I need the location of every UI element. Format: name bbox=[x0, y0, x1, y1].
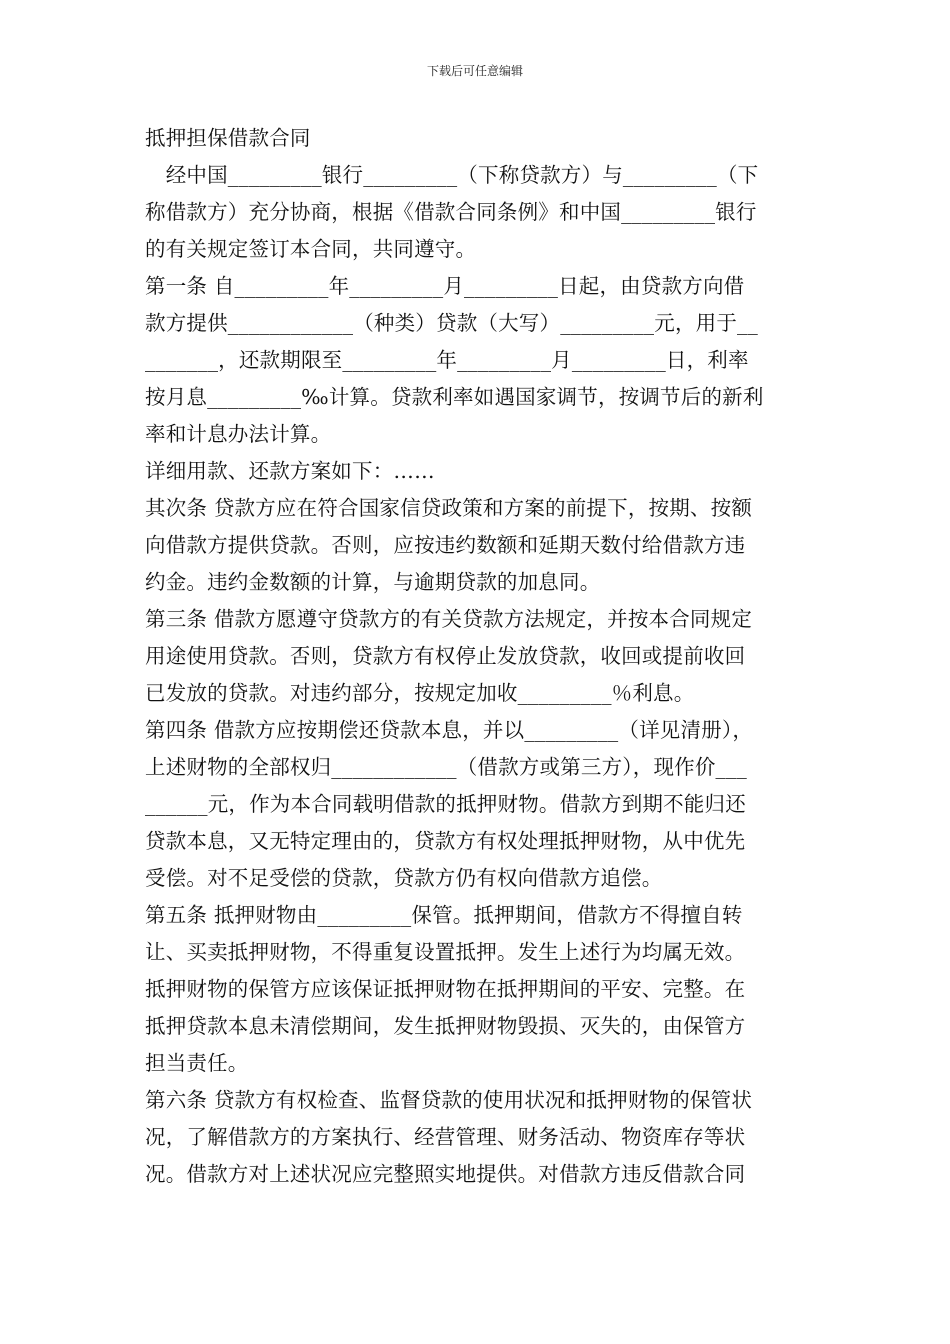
text-line: 的有关规定签订本合同，共同遵守。 bbox=[145, 237, 477, 261]
document-title: 抵押担保借款合同 bbox=[145, 126, 311, 150]
article-6-line: 第六条 贷款方有权检查、监督贷款的使用状况和抵押财物的保管状 bbox=[145, 1088, 753, 1112]
text-line: 况，了解借款方的方案执行、经营管理、财务活动、物资库存等状 bbox=[145, 1125, 746, 1149]
article-2-line: 其次条 贷款方应在符合国家信贷政策和方案的前提下，按期、按额 bbox=[145, 496, 753, 520]
text-line: 约金。违约金数额的计算，与逾期贷款的加息同。 bbox=[145, 570, 601, 594]
text-line: 让、买卖抵押财物，不得重复设置抵押。发生上述行为均属无效。 bbox=[145, 940, 746, 964]
text-line: _______，还款期限至_________年_________月_________日，利率 bbox=[145, 348, 749, 372]
text-line: 经中国_________银行_________（下称贷款方）与_________（下 bbox=[145, 163, 759, 187]
article-4-line: 第四条 借款方应按期偿还贷款本息，并以_________（详见清册）， bbox=[145, 718, 754, 742]
text-line: 担当责任。 bbox=[145, 1051, 249, 1075]
text-line: 上述财物的全部权归____________（借款方或第三方），现作价___ bbox=[145, 755, 747, 779]
page-header-caption: 下载后可任意编辑 bbox=[426, 64, 523, 78]
text-line: 款方提供____________（种类）贷款（大写）_________元，用于__ bbox=[145, 311, 758, 335]
text-line: 率和计息办法计算。 bbox=[145, 422, 332, 446]
text-line: 详细用款、还款方案如下：…… bbox=[145, 459, 435, 483]
contract-body bbox=[145, 120, 815, 1193]
text-line: 抵押财物的保管方应该保证抵押财物在抵押期间的平安、完整。在 bbox=[145, 977, 746, 1001]
article-5-line: 第五条 抵押财物由_________保管。抵押期间，借款方不得擅自转 bbox=[145, 903, 743, 927]
article-3-line: 第三条 借款方愿遵守贷款方的有关贷款方法规定，并按本合同规定 bbox=[145, 607, 753, 631]
text-line: 已发放的贷款。对违约部分，按规定加收_________％利息。 bbox=[145, 681, 695, 705]
text-line: 抵押贷款本息未清偿期间，发生抵押财物毁损、灭失的，由保管方 bbox=[145, 1014, 746, 1038]
text-line: 用途使用贷款。否则，贷款方有权停止发放贷款，收回或提前收回 bbox=[145, 644, 746, 668]
text-line: 况。借款方对上述状况应完整照实地提供。对借款方违反借款合同 bbox=[145, 1162, 746, 1186]
text-line: 按月息_________‰计算。贷款利率如遇国家调节，按调节后的新利 bbox=[145, 385, 764, 409]
text-line: 贷款本息，又无特定理由的，贷款方有权处理抵押财物，从中优先 bbox=[145, 829, 746, 853]
text-line: ______元，作为本合同载明借款的抵押财物。借款方到期不能归还 bbox=[145, 792, 746, 816]
text-line: 称借款方）充分协商，根据《借款合同条例》和中国_________银行 bbox=[145, 200, 757, 224]
article-1-line: 第一条 自_________年_________月_________日起，由贷款方向借 bbox=[145, 274, 745, 298]
text-line: 向借款方提供贷款。否则，应按违约数额和延期天数付给借款方违 bbox=[145, 533, 746, 557]
text-line: 受偿。对不足受偿的贷款，贷款方仍有权向借款方追偿。 bbox=[145, 866, 663, 890]
